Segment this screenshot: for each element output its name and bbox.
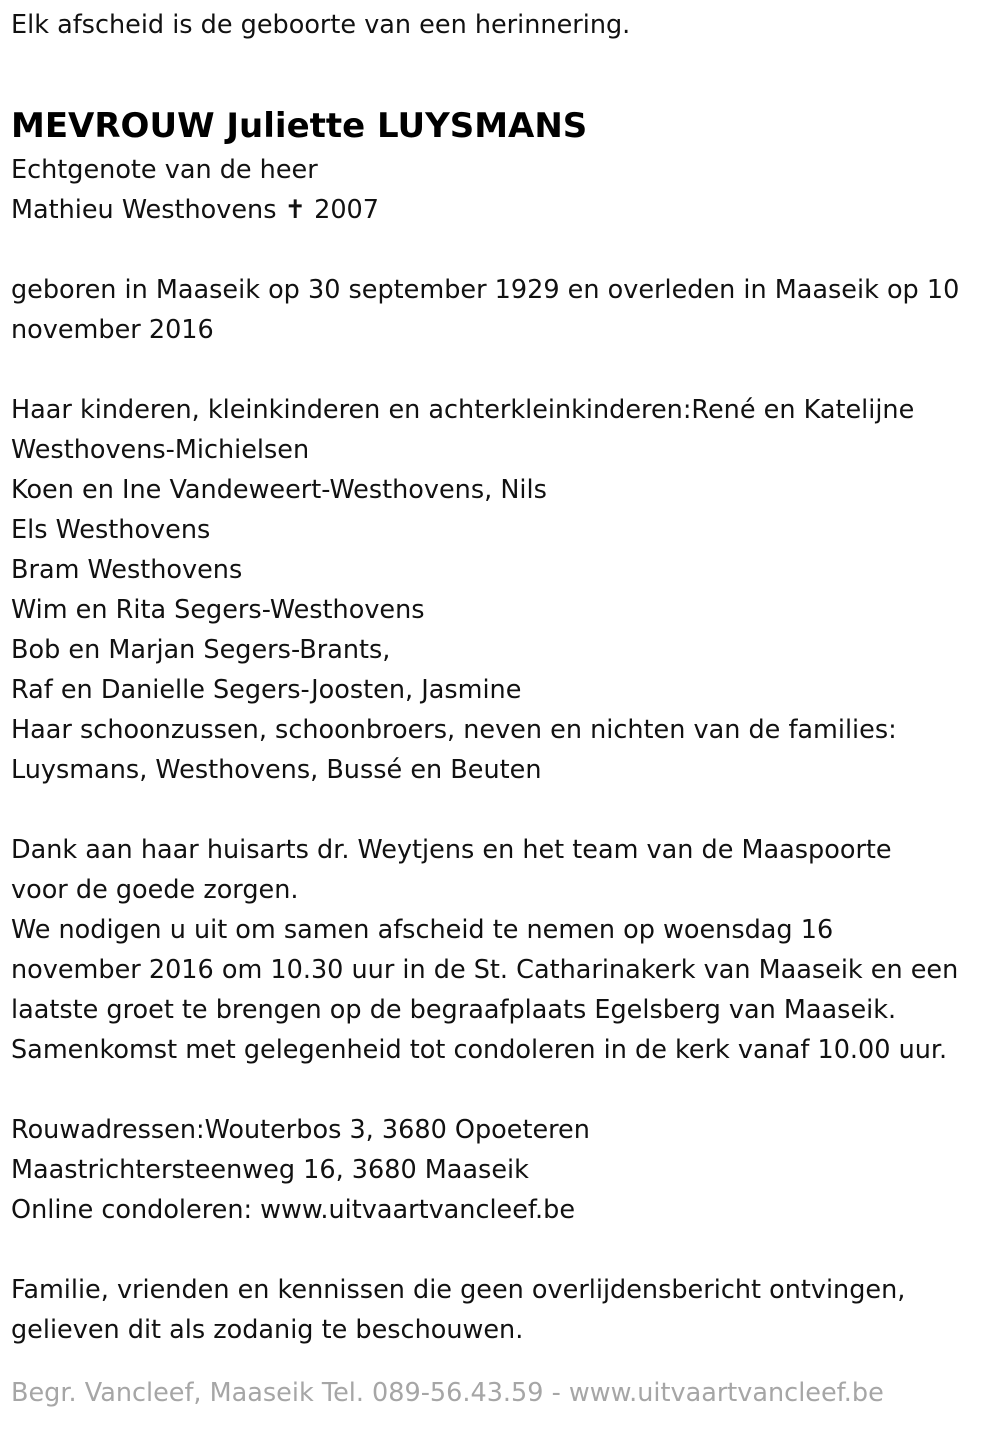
funeral-home-footer: Begr. Vancleef, Maaseik Tel. 089-56.43.59 - www.uitvaartvancleef.be [11,1378,884,1408]
motto: Elk afscheid is de geboorte van een herinnering. [11,10,631,40]
spacer [11,790,991,830]
family-line: Luysmans, Westhovens, Bussé en Beuten [11,755,542,785]
spouse-line: Echtgenote van de heer [11,155,318,185]
family-list [11,390,991,790]
notice-line: Familie, vrienden en kennissen die geen overlijdensbericht ontvingen, [11,1275,906,1305]
cross-icon: ✝ [284,195,306,225]
ceremony-line: november 2016 om 10.30 uur in de St. Catharinakerk van Maaseik en een [11,955,959,985]
online-condolences-line: Online condoleren: www.uitvaartvancleef.be [11,1195,576,1225]
ceremony-line: voor de goede zorgen. [11,875,299,905]
ceremony-line: laatste groet te brengen op de begraafplaats Egelsberg van Maaseik. [11,995,897,1025]
death-notice [11,0,991,1350]
family-line: Koen en Ine Vandeweert-Westhovens, Nils [11,475,547,505]
ceremony-line: Samenkomst met gelegenheid tot condoleren in de kerk vanaf 10.00 uur. [11,1035,948,1065]
family-line: Wim en Rita Segers-Westhovens [11,595,425,625]
spacer [11,1070,991,1110]
family-line: Haar kinderen, kleinkinderen en achterkleinkinderen:René en Katelijne [11,395,915,425]
notice [11,1270,991,1350]
family-line: Westhovens-Michielsen [11,435,310,465]
spouse-name: Mathieu Westhovens [11,195,277,225]
spouse-year: 2007 [314,195,380,225]
address-line: Rouwadressen:Wouterbos 3, 3680 Opoeteren [11,1115,590,1145]
family-line: Els Westhovens [11,515,211,545]
ceremony-text [11,830,991,1070]
birth-death-line: november 2016 [11,315,214,345]
spacer [11,350,991,390]
birth-death-line: geboren in Maaseik op 30 september 1929 en overleden in Maaseik op 10 [11,275,960,305]
ceremony-line: We nodigen u uit om samen afscheid te nemen op woensdag 16 [11,915,834,945]
family-line: Bob en Marjan Segers-Brants, [11,635,391,665]
spacer [11,1230,991,1270]
ceremony-line: Dank aan haar huisarts dr. Weytjens en het team van de Maaspoorte [11,835,892,865]
family-line: Bram Westhovens [11,555,243,585]
family-line: Raf en Danielle Segers-Joosten, Jasmine [11,675,522,705]
deceased-name: MEVROUW Juliette LUYSMANS [11,106,588,146]
spouse-name-line [11,190,991,230]
address-line: Maastrichtersteenweg 16, 3680 Maaseik [11,1155,529,1185]
spacer [11,230,991,270]
notice-line: gelieven dit als zodanig te beschouwen. [11,1315,524,1345]
addresses [11,1110,991,1230]
family-line: Haar schoonzussen, schoonbroers, neven en nichten van de families: [11,715,897,745]
